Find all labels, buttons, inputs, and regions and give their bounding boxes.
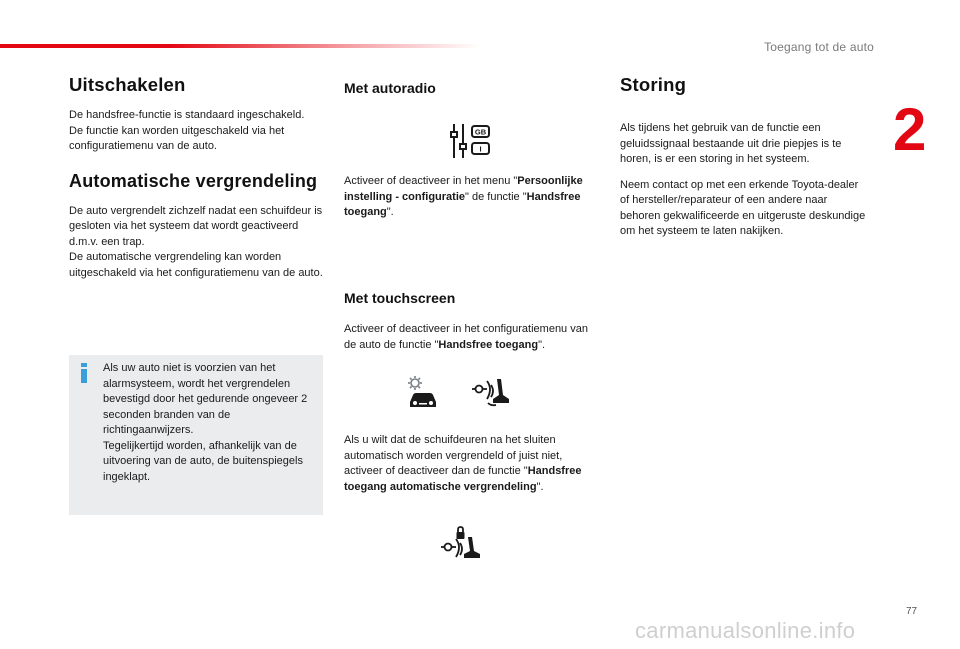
paragraph: De automatische vergrendeling kan worden uitgeschakeld via het configuratiemenu van de auto. <box>69 251 323 279</box>
text-run: Als u wilt dat de schuifdeuren na het sluiten automatisch worden vergrendeld of juist niet, activeer of deactiveer dan de functie " <box>344 434 563 477</box>
paragraph: De handsfree-functie is standaard ingeschakeld. <box>69 109 305 121</box>
text-run: Activeer of deactiveer in het configuratiemenu van de auto de functie " <box>344 323 588 351</box>
paragraph: De functie kan worden uitgeschakeld via het configuratiemenu van de auto. <box>69 124 285 152</box>
menu-name: Persoonlijke instelling - configuratie <box>344 175 583 203</box>
section-title-met-autoradio: Met autoradio <box>344 80 436 96</box>
autoradio-text <box>344 174 596 221</box>
text-run: ". <box>538 338 546 351</box>
foot-sensor-lock-icon <box>440 526 482 560</box>
section-title-met-touchscreen: Met touchscreen <box>344 290 456 306</box>
function-name: Handsfree toegang <box>344 190 581 218</box>
function-name: Handsfree toegang automatische vergrendeling <box>344 465 582 493</box>
radio-icon-label-top: GB <box>474 127 487 137</box>
info-icon <box>79 363 89 383</box>
header-accent-bar <box>0 44 480 48</box>
paragraph: Als tijdens het gebruik van de functie een geluidssignaal bestaande uit drie piepjes is te horen, is er een storing in het systeem. <box>620 122 842 165</box>
watermark: carmanualsonline.info <box>635 618 856 643</box>
touchscreen-section <box>344 290 596 306</box>
foot-sensor-icon <box>471 375 511 407</box>
radio-icon-label-bottom: I <box>479 144 482 154</box>
chapter-number: 2 <box>893 96 927 163</box>
paragraph: Neem contact op met een erkende Toyota-dealer of hersteller/reparateur of een andere naar behoren gekwalificeerde en uitgeruste deskundige om het systeem te laten nakijken. <box>620 178 866 237</box>
text-run: ". <box>386 206 394 218</box>
paragraph <box>344 433 596 495</box>
text-run: ". <box>536 480 544 493</box>
column-middle <box>344 74 596 96</box>
paragraph: De auto vergrendelt zichzelf nadat een schuifdeur is gesloten via het systeem dat wordt geactiveerd d.m.v. een trap. <box>69 204 323 248</box>
radio-settings-icon <box>449 122 493 160</box>
info-paragraph: Tegelijkertijd worden, afhankelijk van de uitvoering van de auto, de buitenspiegels ingeklapt. <box>103 439 303 483</box>
function-name: Handsfree toegang <box>438 338 539 351</box>
section-title-automatische-vergrendeling: Automatische vergrendeling <box>69 170 318 191</box>
text-run: Activeer of deactiveer in het menu " <box>344 175 518 187</box>
car-settings-icon <box>404 374 440 410</box>
info-paragraph: Als uw auto niet is voorzien van het alarmsysteem, wordt het vergrendelen bevestigd door het gedurende ongeveer 2 seconden branden van de richtingaanwijzers. <box>103 362 308 436</box>
info-box <box>69 355 323 515</box>
touchscreen-text <box>344 322 596 353</box>
paragraph <box>344 174 596 221</box>
page-number: 77 <box>906 606 918 617</box>
column-right <box>620 74 870 240</box>
section-title-storing: Storing <box>620 74 687 95</box>
chapter-title: Toegang tot de auto <box>764 40 874 54</box>
text-run: " de functie " <box>465 190 527 203</box>
paragraph <box>344 322 596 353</box>
schuifdeur-text <box>344 433 596 495</box>
section-title-uitschakelen: Uitschakelen <box>69 74 186 95</box>
column-left <box>69 74 327 281</box>
